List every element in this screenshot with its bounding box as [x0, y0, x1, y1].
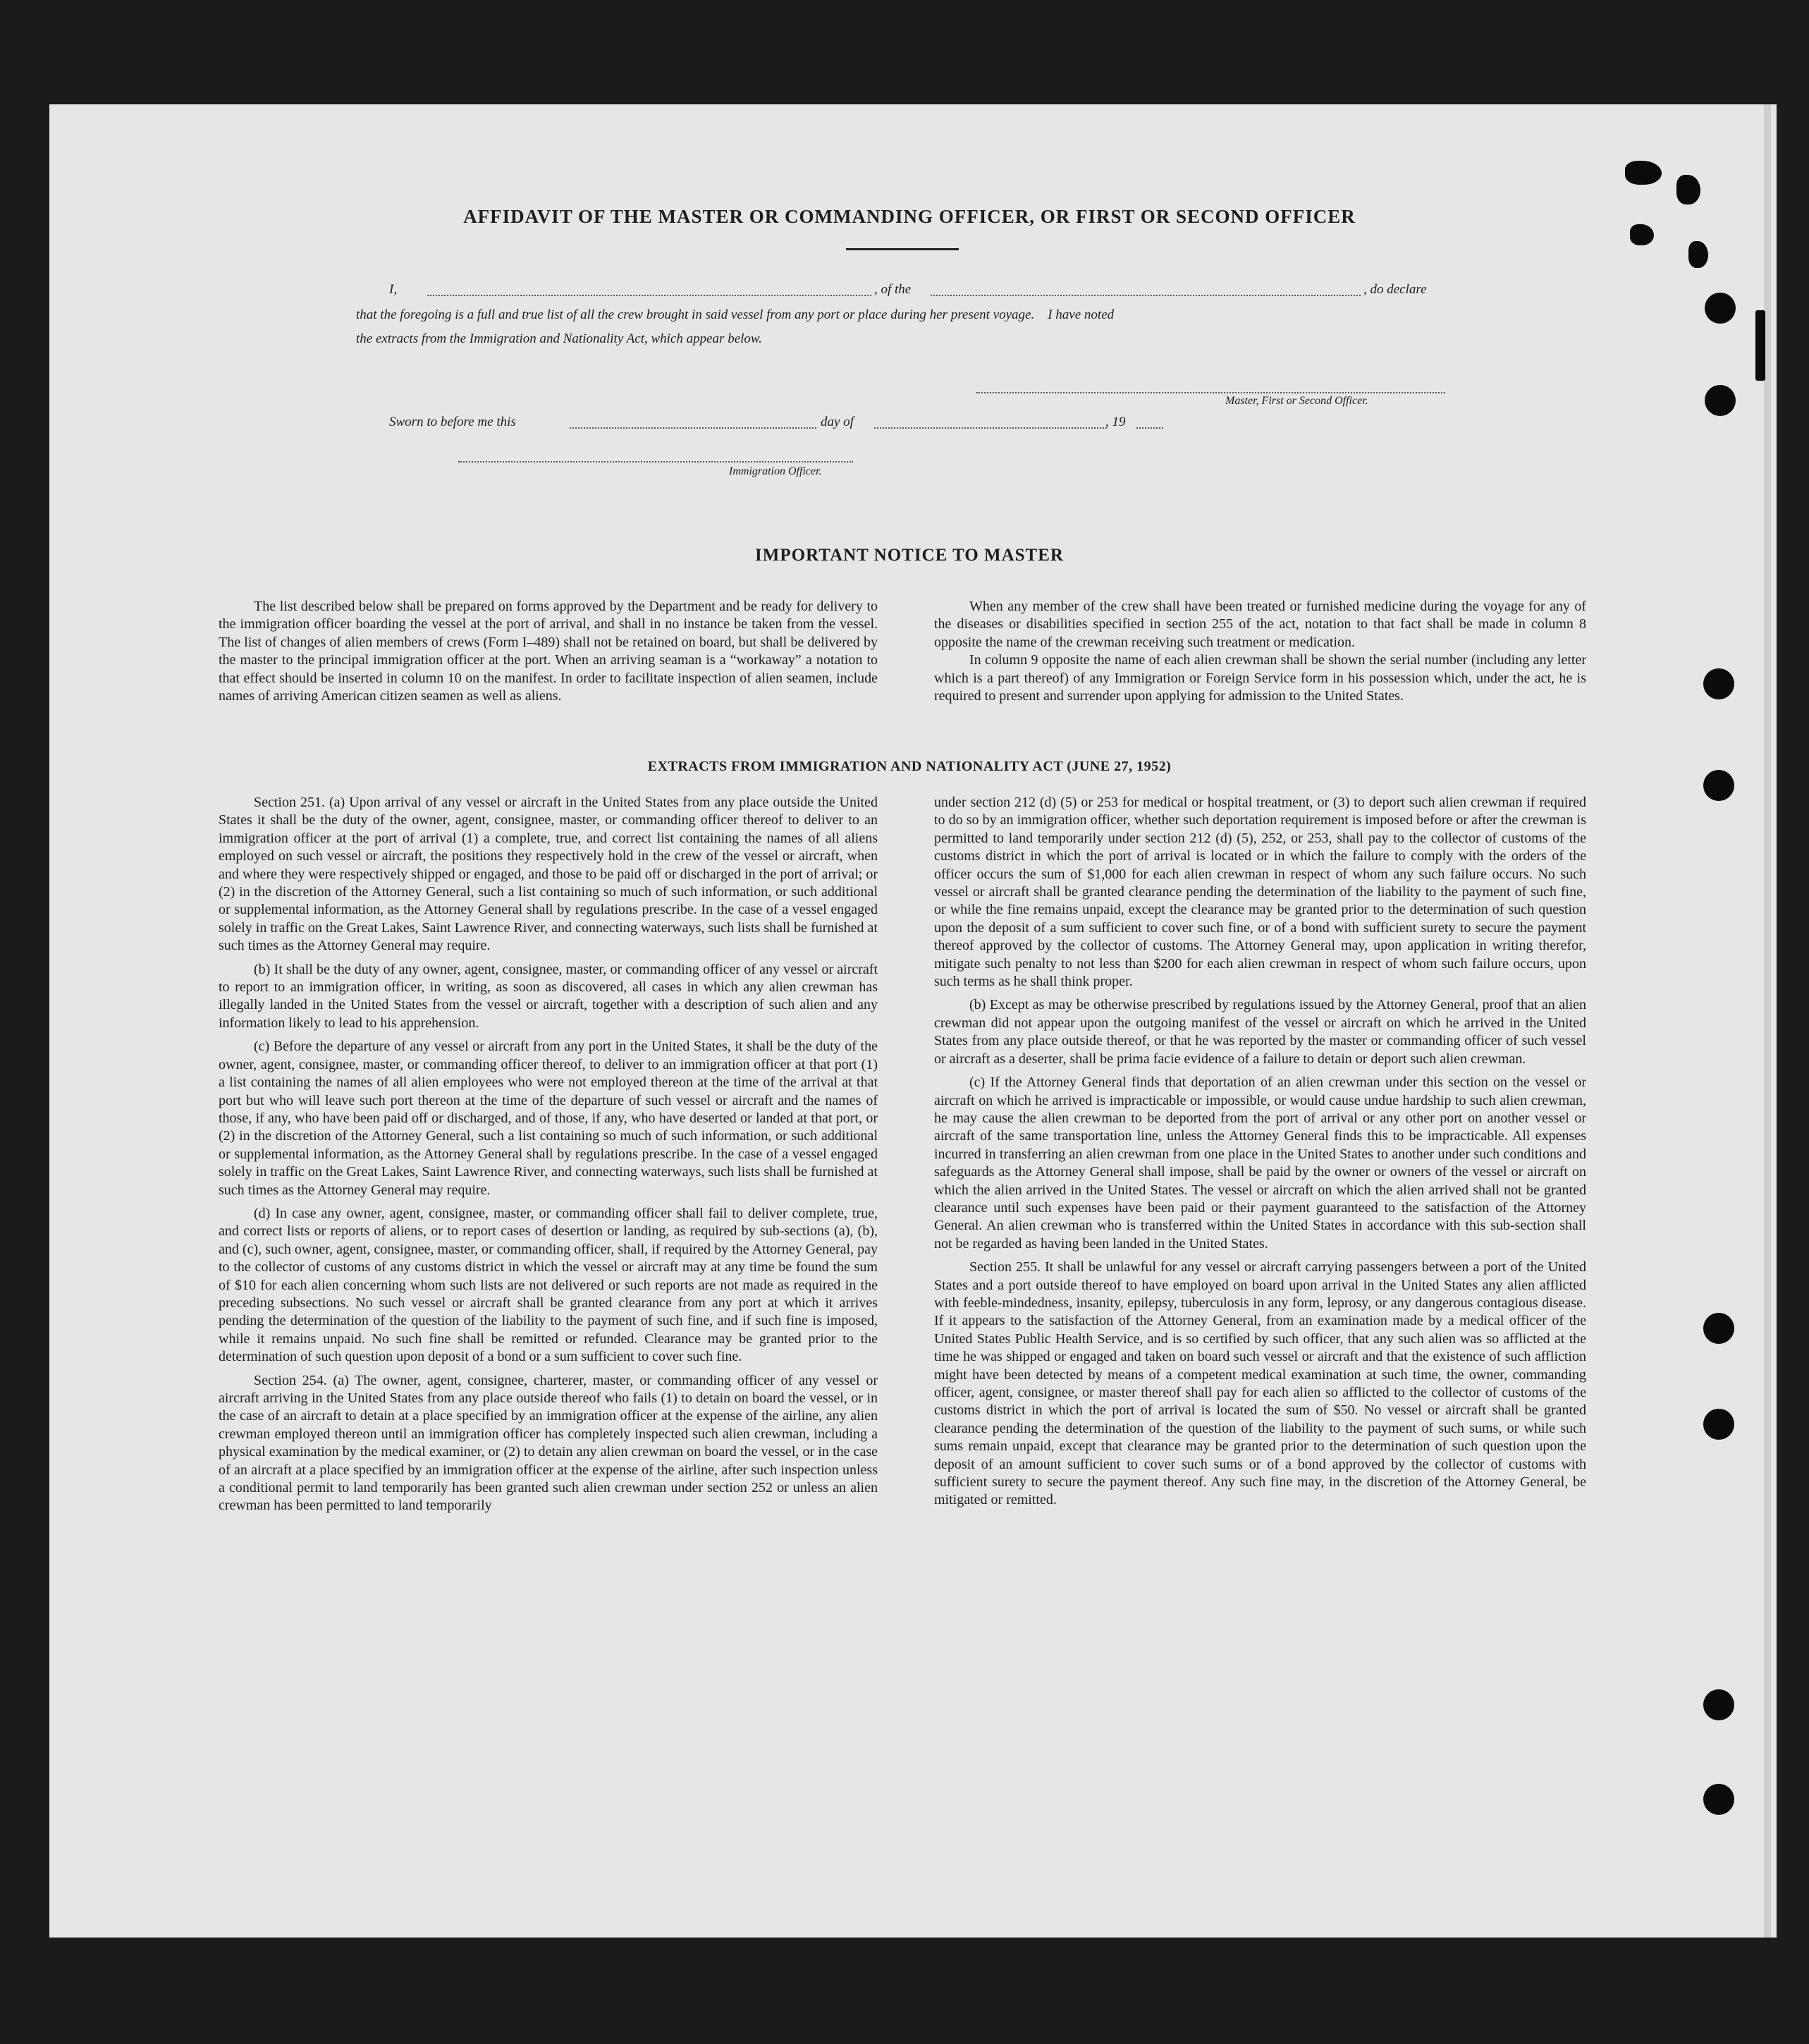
affidavit-line-2: that the foregoing is a full and true list of all the crew brought in said vessel from any port or place during her present voyage. I have noted — [356, 307, 1115, 322]
affidavit-line-3: the extracts from the Immigration and Nationality Act, which appear below. — [356, 331, 762, 346]
ink-blot — [1688, 241, 1708, 268]
binder-hole — [1703, 770, 1734, 801]
extracts-right-column — [934, 794, 1586, 1515]
sworn-label: Sworn to before me this — [389, 415, 516, 429]
act-section-paragraph: Section 251. (a) Upon arrival of any vessel or aircraft in the United States from any place outside the United States it shall be the duty of the owner, agent, consignee, master, or commanding officer thereof to deliver to an immigration officer at the port of arrival (1) a complete, true, and correct list containing the names of all aliens employed on such vessel or aircraft, the positions they respectively hold in the crew of the vessel or aircraft, when and where they were respectively shipped or engaged, and those to be paid off or discharged in the port of arrival; or (2) in the discretion of the Attorney General, such a list containing so much of such information, or such additional or supplemental information, as the Attorney General shall by regulations prescribe. In the case of a vessel engaged solely in traffic on the Great Lakes, Saint Lawrence River, and connecting waterways, such lists shall be furnished at such times as the Attorney General may require. — [219, 795, 878, 954]
immigration-officer-caption: Immigration Officer. — [729, 465, 822, 477]
binder-hole — [1703, 1409, 1734, 1440]
act-section-paragraph: (c) If the Attorney General finds that deportation of an alien crewman under this section on the vessel or aircraft on which he arrived is impracticable or impossible, or would cause undue hardship to such alien crewman, he may cause the alien crewman to be deported from the port of arrival or any other port on another vessel or aircraft of the same transportation line, unless the Attorney General finds this to be impracticable. All expenses incurred in transferring an alien crewman from one place in the United States to another under such conditions and safeguards as the Attorney General shall impose, shall be paid by the owner or owners of the vessel or aircraft on which the alien arrived in the United States. The vessel or aircraft on which the alien arrived shall not be granted clearance until such expenses have been paid or their payment guaranteed to the satisfaction of the Attorney General. An alien crewman who is transferred within the United States in accordance with this sub-section shall not be regarded as having been landed in the United States. — [934, 1075, 1586, 1252]
notice-paragraph: In column 9 opposite the name of each alien crewman shall be shown the serial number (including any letter which is a part thereof) of any Immigration or Foreign Service form in his possession which, under the act, he is required to present and surrender upon applying for admission to the United States. — [934, 652, 1586, 704]
ink-blot — [1630, 224, 1654, 245]
extracts-heading: EXTRACTS FROM IMMIGRATION AND NATIONALITY ACT (JUNE 27, 1952) — [647, 759, 1172, 774]
act-section-paragraph: (c) Before the departure of any vessel or aircraft from any port in the United States, it shall be the duty of the owner, agent, consignee, master, or commanding officer thereof, to deliver to an immigration officer at that port (1) a list containing the names of all alien employees who were not employed thereon at the time of the arrival at that port but who will leave such port thereon at the time of the departure of such vessel or aircraft and the names of those, if any, who have been paid off or discharged, and of those, if any, who have deserted or landed at that port, or (2) in the discretion of the Attorney General, such a list containing so much of such information, or such additional or supplemental information, as the Attorney General shall by regulations prescribe. In the case of a vessel engaged solely in traffic on the Great Lakes, Saint Lawrence River, and connecting waterways, such lists shall be furnished at such times as the Attorney General may require. — [219, 1039, 878, 1198]
ink-blot — [1625, 161, 1662, 185]
binder-hole — [1703, 668, 1734, 699]
act-section-paragraph: (b) Except as may be otherwise prescribed by regulations issued by the Attorney General, proof that an alien crewman did not appear upon the outgoing manifest of the vessel or aircraft on which he arrived in the United States from any place outside thereof, or that he was reported by the master or commanding officer of such vessel or aircraft as a deserter, shall be prima facie evidence of a failure to detain or deport such alien crewman. — [934, 997, 1586, 1067]
declare-label: , do declare — [1363, 282, 1427, 297]
immigration-officer-signature-field[interactable] — [458, 461, 853, 463]
sworn-year-field[interactable] — [1136, 427, 1163, 429]
title-underline — [846, 248, 959, 250]
binder-hole — [1703, 1689, 1734, 1720]
act-section-paragraph: (d) In case any owner, agent, consignee, master, or commanding officer shall fail to deliver complete, true, and correct lists or reports of aliens, or to report cases of desertion or landing, as required by sub-sections (a), (b), and (c), such owner, agent, consignee, master, or commanding officer, shall, if required by the Attorney General, pay to the collector of customs of any customs district in which the vessel or aircraft may at any time be found the sum of $10 for each alien concerning whom such lists are not delivered or such reports are not made as required in the preceding subsections. No such vessel or aircraft shall be granted clearance from any port at which it arrives pending the determination of the question of the liability to the payment of such fine, and if such fine is imposed, while it remains unpaid. No such fine shall be remitted or refunded. Clearance may be granted prior to the determination of such question upon deposit of a bond or a sum sufficient to cover such fine. — [219, 1205, 878, 1365]
ink-blot — [1755, 310, 1765, 381]
year-label: , 19 — [1105, 415, 1126, 429]
vessel-label: , of the — [874, 282, 912, 297]
notice-right-column — [934, 598, 1586, 705]
sworn-day-field[interactable] — [570, 427, 816, 429]
notice-heading: IMPORTANT NOTICE TO MASTER — [755, 546, 1064, 565]
ink-blot — [1676, 175, 1700, 204]
sworn-month-field[interactable] — [874, 427, 1107, 429]
notice-paragraph: When any member of the crew shall have been treated or furnished medicine during the voyage for any of the diseases or disabilities specified in section 255 of the act, notation to that fact shall be made in column 8 opposite the name of the crewman receiving such treatment or medication. — [934, 599, 1586, 650]
declarant-name-field[interactable] — [427, 295, 871, 296]
master-signature-caption: Master, First or Second Officer. — [1225, 395, 1368, 407]
notice-left-column — [219, 598, 878, 705]
day-of-label: day of — [821, 415, 854, 429]
binder-hole — [1705, 385, 1736, 416]
act-section-paragraph: under section 212 (d) (5) or 253 for medical or hospital treatment, or (3) to deport such alien crewman if required to do so by an immigration officer, whether such deportation requirement is imposed before or after the crewman is permitted to land temporarily under section 212 (d) (5), 252, or 253, shall pay to the collector of customs of the customs district in which the port of arrival is located or in which the failure to comply with the orders of the officer occurs the sum of $1,000 for each alien crewman in respect of whom any such failure occurs. No such vessel or aircraft shall be granted clearance pending the determination of the liability to the payment of such fine, or while the fine remains unpaid, except the clearance may be granted prior to the determination of such question upon the deposit of a sum sufficient to cover such fine, or of a bond with sufficient surety to secure the payment thereof approved by the collector of customs. The Attorney General may, upon application in writing therefor, mitigate such penalty to not less than $200 for each alien crewman in respect of whom such failure occurs, upon such terms as he shall think proper. — [934, 795, 1586, 990]
act-section-paragraph: (b) It shall be the duty of any owner, agent, consignee, master, or commanding officer of any vessel or aircraft to report to an immigration officer, in writing, as soon as discovered, all cases in which any alien crewman has illegally landed in the United States from the vessel or aircraft, together with a description of such alien and any information likely to lead to his apprehension. — [219, 961, 878, 1031]
extracts-left-column — [219, 794, 878, 1521]
declarant-label: I, — [389, 282, 398, 297]
binder-hole — [1703, 1784, 1734, 1815]
act-section-paragraph: Section 255. It shall be unlawful for any vessel or aircraft carrying passengers between a port of the United States and a port outside thereof to have employed on board upon arrival in the United States any alien afflicted with feeble-mindedness, insanity, epilepsy, tuberculosis in any form, leprosy, or any dangerous contagious disease. If it appears to the satisfaction of the Attorney General, from an examination made by a medical officer of the United States Public Health Service, and is so certified by such officer, that any such alien was so afflicted at the time he was shipped or engaged and taken on board such vessel or aircraft and that the existence of such affliction might have been detected by means of a competent medical examination at such time, the owner, commanding officer, agent, consignee, or master thereof shall pay for each alien so afflicted to the collector of customs of the customs district in which the port of arrival is located the sum of $50. No vessel or aircraft shall be granted clearance pending the determination of the question of the liability to the payment of such sums, or while such sums remain unpaid, except that clearance may be granted prior to the determination of such question upon the deposit of an amount sufficient to cover such sums or of a bond approved by the collector of customs with sufficient surety to secure the payment thereof. Any such fine may, in the discretion of the Attorney General, be mitigated or remitted. — [934, 1259, 1586, 1508]
affidavit-title: AFFIDAVIT OF THE MASTER OR COMMANDING OFFICER, OR FIRST OR SECOND OFFICER — [463, 206, 1356, 227]
binder-hole — [1705, 293, 1736, 324]
notice-paragraph: The list described below shall be prepared on forms approved by the Department and be ready for delivery to the immigration officer boarding the vessel at the port of arrival, and shall in no instance be taken from the vessel. The list of changes of alien members of crews (Form I–489) shall not be retained on board, but shall be delivered by the master to the principal immigration officer at the port. When an arriving seaman is a “workaway” a notation to that effect should be inserted in column 10 on the manifest. In order to facilitate inspection of alien seamen, include names of arriving American citizen seamen as well as aliens. — [219, 599, 878, 704]
act-section-paragraph: Section 254. (a) The owner, agent, consignee, charterer, master, or commanding officer of any vessel or aircraft arriving in the United States from any place outside thereof who fails (1) to detain on board the vessel, or in the case of an aircraft to detain at a place specified by an immigration officer at the expense of the airline, any alien crewman employed thereon until an immigration officer has completely inspected such alien crewman, including a physical examination by the medical examiner, or (2) to detain any alien crewman on board the vessel, or in the case of an aircraft at a place specified by an immigration officer at the expense of the airline, after such inspection unless a conditional permit to land temporarily has been granted such alien crewman under section 252 or unless an alien crewman has been permitted to land temporarily — [219, 1372, 878, 1514]
master-signature-field[interactable] — [976, 392, 1445, 393]
binder-hole — [1703, 1313, 1734, 1344]
vessel-name-field[interactable] — [931, 295, 1361, 296]
